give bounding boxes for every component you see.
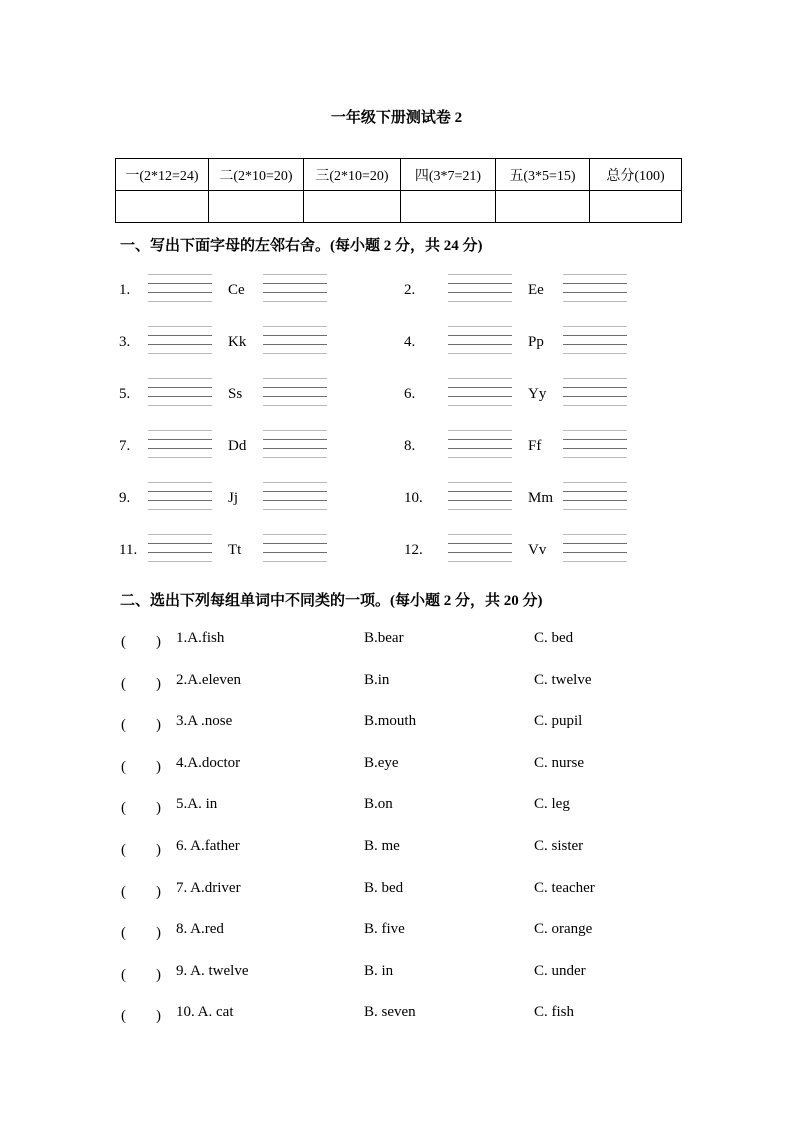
answer-blank[interactable]: ( ) [121, 883, 161, 900]
option-b: B. seven [364, 1004, 416, 1021]
option-c: C. sister [534, 838, 584, 854]
item-number: 6. [404, 386, 416, 402]
option-b: B.eye [364, 754, 399, 771]
writing-lines-left[interactable] [448, 430, 512, 464]
option-b: B.mouth [364, 713, 417, 730]
writing-lines-right[interactable] [563, 534, 627, 568]
writing-lines-right[interactable] [263, 274, 327, 308]
writing-lines-right[interactable] [263, 378, 327, 412]
option-a: 6. A.father [176, 838, 240, 854]
option-a: 5.A. in [176, 796, 218, 813]
score-table [115, 158, 682, 223]
section2-heading: 二、选出下列每组单词中不同类的一项。(每小题 2 分，共 20 分) [120, 593, 543, 609]
item-number: 2. [404, 282, 416, 298]
option-a: 2.A.eleven [176, 671, 241, 688]
writing-lines-left[interactable] [448, 274, 512, 308]
writing-lines-left[interactable] [148, 326, 212, 360]
answer-blank[interactable]: ( ) [121, 634, 161, 650]
item-number: 4. [404, 334, 416, 350]
item-number: 5. [119, 386, 131, 402]
option-a: 7. A.driver [176, 879, 241, 896]
answer-blank[interactable]: ( ) [121, 966, 161, 983]
given-letter: Pp [528, 334, 544, 350]
option-a: 8. A.red [176, 921, 224, 938]
writing-lines-right[interactable] [263, 482, 327, 516]
answer-blank[interactable]: ( ) [121, 758, 161, 775]
answer-blank[interactable]: ( ) [121, 800, 161, 817]
writing-lines-left[interactable] [148, 378, 212, 412]
writing-lines-right[interactable] [563, 430, 627, 464]
option-b: B. me [364, 838, 400, 854]
option-c: C. nurse [534, 754, 584, 771]
given-letter: Ee [528, 282, 544, 298]
item-number: 3. [119, 334, 131, 350]
option-b: B.bear [364, 630, 404, 646]
option-c: C. twelve [534, 671, 592, 688]
section1-heading: 一、写出下面字母的左邻右舍。(每小题 2 分，共 24 分) [120, 238, 483, 254]
option-a: 10. A. cat [176, 1004, 234, 1021]
score-header-section4: 四(3*7=21) [401, 159, 496, 191]
item-number: 12. [404, 542, 423, 558]
answer-blank[interactable]: ( ) [121, 1008, 161, 1025]
writing-lines-left[interactable] [448, 534, 512, 568]
score-header-section1: 一(2*12=24) [116, 159, 209, 191]
given-letter: Ss [228, 386, 243, 402]
writing-lines-right[interactable] [563, 326, 627, 360]
writing-lines-left[interactable] [448, 326, 512, 360]
given-letter: Yy [528, 386, 547, 402]
writing-lines-left[interactable] [148, 430, 212, 464]
answer-blank[interactable]: ( ) [121, 675, 161, 692]
option-c: C. teacher [534, 879, 595, 896]
item-number: 8. [404, 438, 416, 454]
item-number: 10. [404, 490, 423, 506]
score-table-entry-row [116, 191, 682, 223]
given-letter: Kk [228, 334, 247, 350]
writing-lines-right[interactable] [563, 482, 627, 516]
option-b: B. in [364, 962, 394, 979]
item-number: 9. [119, 490, 131, 506]
writing-lines-right[interactable] [263, 430, 327, 464]
writing-lines-right[interactable] [263, 534, 327, 568]
score-cell-total[interactable] [590, 191, 682, 223]
given-letter: Vv [528, 542, 547, 558]
given-letter: Ff [528, 438, 542, 454]
score-cell-section3[interactable] [304, 191, 401, 223]
option-a: 4.A.doctor [176, 754, 241, 771]
score-cell-section2[interactable] [209, 191, 304, 223]
answer-blank[interactable]: ( ) [121, 717, 161, 734]
score-header-total: 总分(100) [590, 159, 682, 191]
option-b: B. bed [364, 879, 404, 896]
writing-lines-left[interactable] [448, 482, 512, 516]
option-a: 9. A. twelve [176, 962, 249, 979]
given-letter: Ce [228, 282, 245, 298]
option-b: B.in [364, 671, 390, 688]
option-a: 1.A.fish [176, 630, 225, 646]
option-b: B. five [364, 921, 405, 938]
answer-blank[interactable]: ( ) [121, 925, 161, 942]
writing-lines-right[interactable] [563, 378, 627, 412]
writing-lines-right[interactable] [263, 326, 327, 360]
option-c: C. leg [534, 796, 570, 813]
option-c: C. bed [534, 630, 574, 646]
item-number: 1. [119, 282, 131, 298]
page-title: 一年级下册测试卷 2 [330, 110, 463, 126]
writing-lines-left[interactable] [148, 534, 212, 568]
given-letter: Dd [228, 438, 247, 454]
score-header-section2: 二(2*10=20) [209, 159, 304, 191]
item-number: 11. [119, 542, 138, 558]
writing-lines-left[interactable] [148, 482, 212, 516]
score-cell-section1[interactable] [116, 191, 209, 223]
score-header-section3: 三(2*10=20) [304, 159, 401, 191]
option-a: 3.A .nose [176, 713, 233, 730]
given-letter: Jj [228, 490, 239, 506]
given-letter: Tt [228, 542, 242, 558]
given-letter: Mm [528, 490, 554, 506]
item-number: 7. [119, 438, 131, 454]
score-header-section5: 五(3*5=15) [496, 159, 590, 191]
writing-lines-left[interactable] [448, 378, 512, 412]
writing-lines-right[interactable] [563, 274, 627, 308]
answer-blank[interactable]: ( ) [121, 842, 161, 858]
option-c: C. fish [534, 1004, 575, 1021]
option-c: C. under [534, 962, 586, 979]
option-b: B.on [364, 796, 393, 813]
writing-lines-left[interactable] [148, 274, 212, 308]
option-c: C. orange [534, 921, 593, 938]
score-cell-section5[interactable] [496, 191, 590, 223]
score-cell-section4[interactable] [401, 191, 496, 223]
score-table-header-row [116, 159, 682, 191]
option-c: C. pupil [534, 713, 583, 730]
